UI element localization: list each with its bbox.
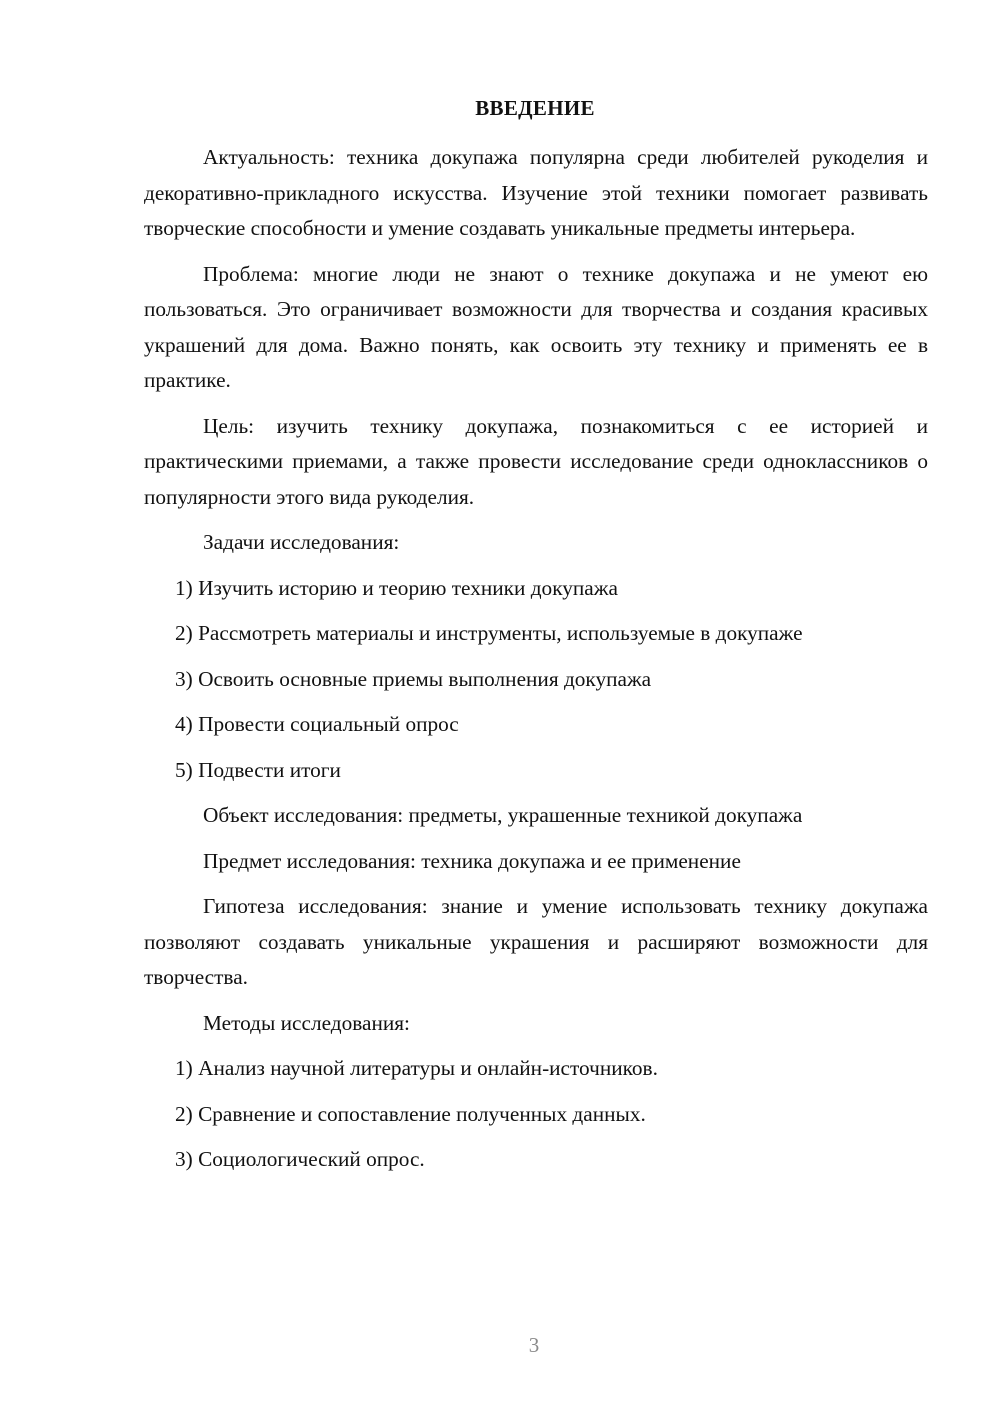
paragraph-goal: Цель: изучить технику докупажа, познакомиться с ее историей и практическими приемами, а также провести исследование среди одноклассников о популярности этого вида рукоделия. [144, 413, 928, 509]
tasks-title: Задачи исследования: [203, 530, 400, 554]
method-item-3: 3) Социологический опрос. [175, 1147, 425, 1171]
paragraph-problem: Проблема: многие люди не знают о технике докупажа и не умеют ею пользоваться. Это ограничивает возможности для творчества и создания красивых украшений для дома. Важно понять, как освоить эту технику и применять ее в практике. [144, 261, 928, 392]
methods-title: Методы исследования: [203, 1010, 410, 1035]
paragraph-relevance: Актуальность: техника докупажа популярна среди любителей рукоделия и декоративно-прикладного искусства. Изучение этой техники помогает развивать творческие способности и умение создавать уникальные предметы интерьера. [144, 145, 928, 240]
document-body [144, 140, 928, 1188]
task-item-2: 2) Рассмотреть материалы и инструменты, используемые в докупаже [175, 621, 803, 645]
task-item-4: 4) Провести социальный опрос [175, 712, 459, 736]
task-item-3: 3) Освоить основные приемы выполнения докупажа [175, 666, 652, 691]
task-item-1: 1) Изучить историю и теорию техники докупажа [175, 575, 618, 600]
section-heading: ВВЕДЕНИЕ [475, 96, 595, 120]
research-subject: Предмет исследования: техника докупажа и ее применение [203, 848, 741, 873]
paragraph-hypothesis: Гипотеза исследования: знание и умение использовать технику докупажа позволяют создавать уникальные украшения и расширяют возможности для творчества. [144, 894, 928, 989]
task-item-5: 5) Подвести итоги [175, 757, 341, 782]
research-object: Объект исследования: предметы, украшенные техникой докупажа [203, 803, 803, 827]
method-item-1: 1) Анализ научной литературы и онлайн-источников. [175, 1056, 658, 1080]
page-number: 3 [528, 1333, 540, 1357]
method-item-2: 2) Сравнение и сопоставление полученных данных. [175, 1101, 646, 1126]
